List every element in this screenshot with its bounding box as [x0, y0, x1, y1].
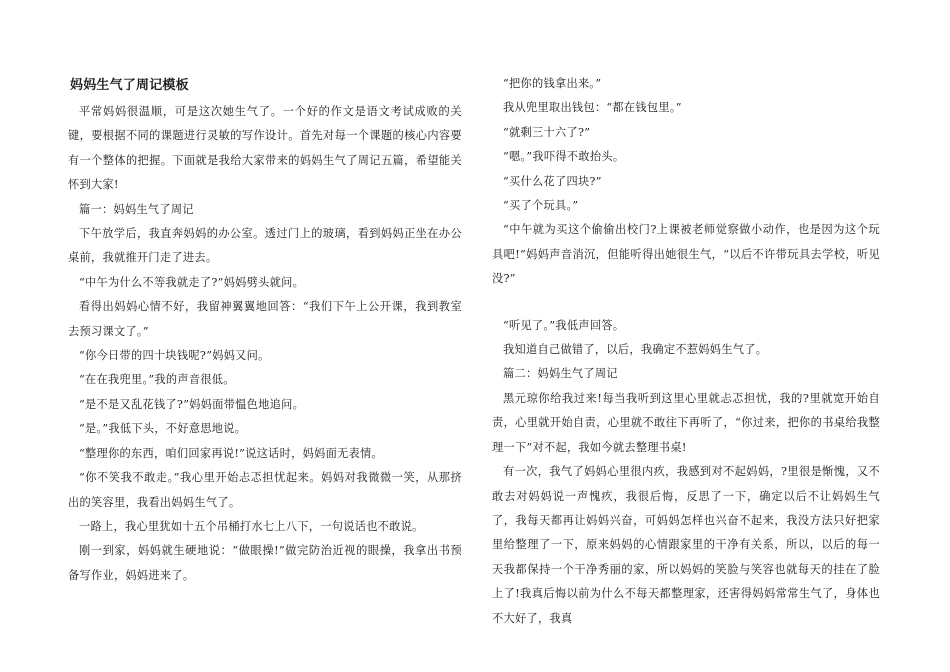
left-column — [68, 76, 462, 588]
right-column — [492, 72, 880, 631]
paragraph: 我从兜里取出钱包：“都在钱包里。” — [503, 101, 682, 115]
paragraph: “嗯。”我吓得不敢抬头。 — [503, 150, 625, 164]
intro-paragraph: 平常妈妈很温顺，可是这次她生气了。一个好的作文是语文考试成败的关键，要根据不同的课题进行灵敏的写作设计。首先对每一个课题的核心内容要有一个整体的把握。下面就是我给大家带来的妈妈生气了周记五篇，希望能关怀到大家! — [68, 105, 462, 192]
paragraph: “整理你的东西，咱们回家再说!”说这话时，妈妈面无表情。 — [79, 446, 384, 460]
paragraph: “把你的钱拿出来。” — [503, 77, 602, 90]
section-heading: 篇二：妈妈生气了周记 — [503, 367, 618, 381]
paragraph: “买什么花了四块?” — [503, 174, 602, 188]
paragraph: “听见了。”我低声回答。 — [503, 318, 625, 332]
paragraph: 刚一到家，妈妈就生硬地说：“做眼操!”做完防治近视的眼操，我拿出书预备写作业，妈妈进来了。 — [68, 544, 462, 582]
paragraph: “你今日带的四十块钱呢?”妈妈又问。 — [79, 349, 270, 363]
paragraph: “你不笑我不敢走。”我心里开始忐忑担忧起来。妈妈对我微微一笑，从那挤出的笑容里，我看出妈妈生气了。 — [68, 471, 462, 509]
section-heading: 篇一：妈妈生气了周记 — [79, 202, 194, 216]
paragraph: “是不是又乱花钱了?”妈妈面带愠色地追问。 — [79, 397, 305, 411]
paragraph: 黑元琼你给我过来!每当我听到这里心里就忐忑担忧，我的?里就宽开始自责，心里就开始自责，心里就不敢往下再听了，“你过来，把你的书桌给我整理一下”对不起，我如今就去整理书桌! — [492, 391, 880, 454]
paragraph: “就剩三十六了?” — [503, 125, 591, 139]
paragraph: 我知道自己做错了，以后，我确定不惹妈妈生气了。 — [503, 343, 768, 357]
paragraph: “是。”我低下头，不好意思地说。 — [79, 422, 247, 436]
paragraph: “买了个玩具。” — [503, 199, 579, 213]
blank-line — [492, 292, 880, 314]
document-title: 妈妈生气了周记模板 — [70, 78, 189, 93]
paragraph: “中午就为买这个偷偷出校门?上课被老师觉察做小动作，也是因为这个玩具吧!”妈妈声音消沉，但能听得出她很生气，“以后不许带玩具去学校，听见没?” — [492, 223, 880, 286]
paragraph: 看得出妈妈心情不好，我留神翼翼地回答：“我们下午上公开课，我到教室去预习课文了。” — [68, 300, 462, 338]
paragraph: 一路上，我心里犹如十五个吊桶打水七上八下，一句说话也不敢说。 — [79, 519, 424, 533]
paragraph: 有一次，我气了妈妈心里很内疚，我感到对不起妈妈，?里很是惭愧，又不敢去对妈妈说一声愧疚，我很后悔，反思了一下，确定以后不让妈妈生气了，我每天都再让妈妈兴奋，可妈妈怎样也兴奋不起来，我没方法只好把家里给整理了一下，原来妈妈的心情跟家里的干净有关系，所以，以后的每一天我都保持一个干净秀丽的家，所以妈妈的笑脸与笑容也就每天的挂在了脸上了!我真后悔以前为什么不每天都整理家，还害得妈妈常常生气了，身体也不大好了，我真 — [492, 465, 880, 625]
paragraph: 下午放学后，我直奔妈妈的办公室。透过门上的玻璃，看到妈妈正坐在办公桌前，我就推开门走了进去。 — [68, 227, 462, 265]
paragraph: “中午为什么不等我就走了?”妈妈劈头就问。 — [79, 275, 305, 289]
paragraph: “在在我兜里。”我的声音很低。 — [79, 373, 235, 387]
